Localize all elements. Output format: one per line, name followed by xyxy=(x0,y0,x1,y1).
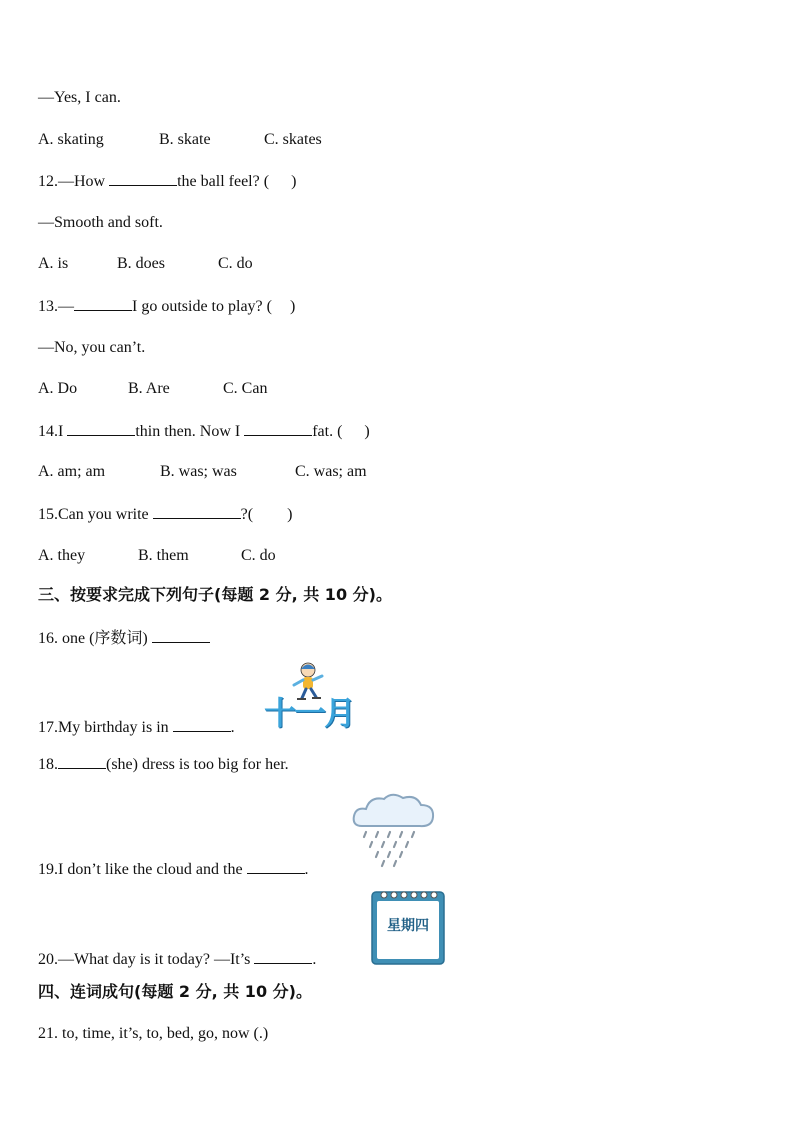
q12-option-c[interactable]: C. do xyxy=(218,255,253,272)
q11-option-b[interactable]: B. skate xyxy=(159,131,211,148)
q12-answer: —Smooth and soft. xyxy=(38,214,163,231)
q13-paren-close: ) xyxy=(289,298,296,315)
q16-question xyxy=(38,628,210,649)
q14-option-b[interactable]: B. was; was xyxy=(160,463,237,480)
q17-period: . xyxy=(230,719,235,736)
q18-text-start: 18. xyxy=(38,756,58,773)
november-label: 十一月 xyxy=(264,694,355,732)
q12-text-start: 12.—How xyxy=(38,173,110,190)
q14-text-end: fat. ( xyxy=(312,423,343,440)
q19-text: 19.I don’t like the cloud and the xyxy=(38,861,247,878)
q17-question xyxy=(38,717,235,738)
q13-question xyxy=(38,296,295,317)
rain-cloud-icon xyxy=(350,790,436,870)
thursday-image xyxy=(371,889,445,965)
q19-blank[interactable] xyxy=(247,859,305,874)
q15-option-a[interactable]: A. they xyxy=(38,547,86,564)
q13-text-end: I go outside to play? ( xyxy=(132,298,272,315)
q14-option-a[interactable]: A. am; am xyxy=(38,463,106,480)
q15-question xyxy=(38,504,292,525)
q15-option-c[interactable]: C. do xyxy=(241,547,276,564)
q14-text-middle: thin then. Now I xyxy=(135,423,245,440)
q11-answer: —Yes, I can. xyxy=(38,89,121,106)
q14-blank-2[interactable] xyxy=(244,421,312,436)
q13-blank[interactable] xyxy=(74,296,132,311)
q18-text-end: (she) dress is too big for her. xyxy=(106,756,289,773)
q14-paren-close: ) xyxy=(364,423,370,440)
q11-option-a[interactable]: A. skating xyxy=(38,131,104,148)
q12-blank[interactable] xyxy=(109,171,177,186)
q18-blank[interactable] xyxy=(58,754,106,769)
q12-question xyxy=(38,171,296,192)
section-3-heading: 三、按要求完成下列句子(每题 2 分, 共 10 分)。 xyxy=(38,585,392,604)
q12-option-b[interactable]: B. does xyxy=(117,255,165,272)
q13-option-a[interactable]: A. Do xyxy=(38,380,78,397)
q14-blank-1[interactable] xyxy=(67,421,135,436)
q20-blank[interactable] xyxy=(254,949,312,964)
q11-option-c[interactable]: C. skates xyxy=(264,131,322,148)
q15-blank[interactable] xyxy=(153,504,241,519)
q12-text-end: the ball feel? ( xyxy=(177,173,270,190)
q20-period: . xyxy=(312,951,317,968)
q17-text: 17.My birthday is in xyxy=(38,719,173,736)
q13-option-c[interactable]: C. Can xyxy=(223,380,268,397)
q14-question xyxy=(38,421,370,442)
q16-text: 16. one (序数词) xyxy=(38,630,152,647)
q21-question: 21. to, time, it’s, to, bed, go, now (.) xyxy=(38,1025,269,1042)
q18-question xyxy=(38,754,289,775)
q12-paren-close: ) xyxy=(291,173,297,190)
q13-text-start: 13.— xyxy=(38,298,74,315)
q15-text-start: 15.Can you write xyxy=(38,506,153,523)
q16-blank[interactable] xyxy=(152,628,210,643)
thursday-label: 星期四 xyxy=(387,918,429,934)
q12-option-a[interactable]: A. is xyxy=(38,255,69,272)
q14-text-start: 14.I xyxy=(38,423,68,440)
section-4-heading: 四、连词成句(每题 2 分, 共 10 分)。 xyxy=(38,982,312,1001)
q15-option-b[interactable]: B. them xyxy=(138,547,189,564)
rain-image xyxy=(350,790,436,870)
q13-answer: —No, you can’t. xyxy=(38,339,146,356)
q20-question xyxy=(38,949,316,970)
q17-blank[interactable] xyxy=(173,717,231,732)
q13-option-b[interactable]: B. Are xyxy=(128,380,170,397)
q15-text-end: ?( xyxy=(240,506,254,523)
q20-text: 20.—What day is it today? —It’s xyxy=(38,951,255,968)
november-image xyxy=(262,660,358,734)
q15-paren-close: ) xyxy=(287,506,293,523)
q19-period: . xyxy=(304,861,309,878)
q14-option-c[interactable]: C. was; am xyxy=(295,463,367,480)
q19-question xyxy=(38,859,309,880)
